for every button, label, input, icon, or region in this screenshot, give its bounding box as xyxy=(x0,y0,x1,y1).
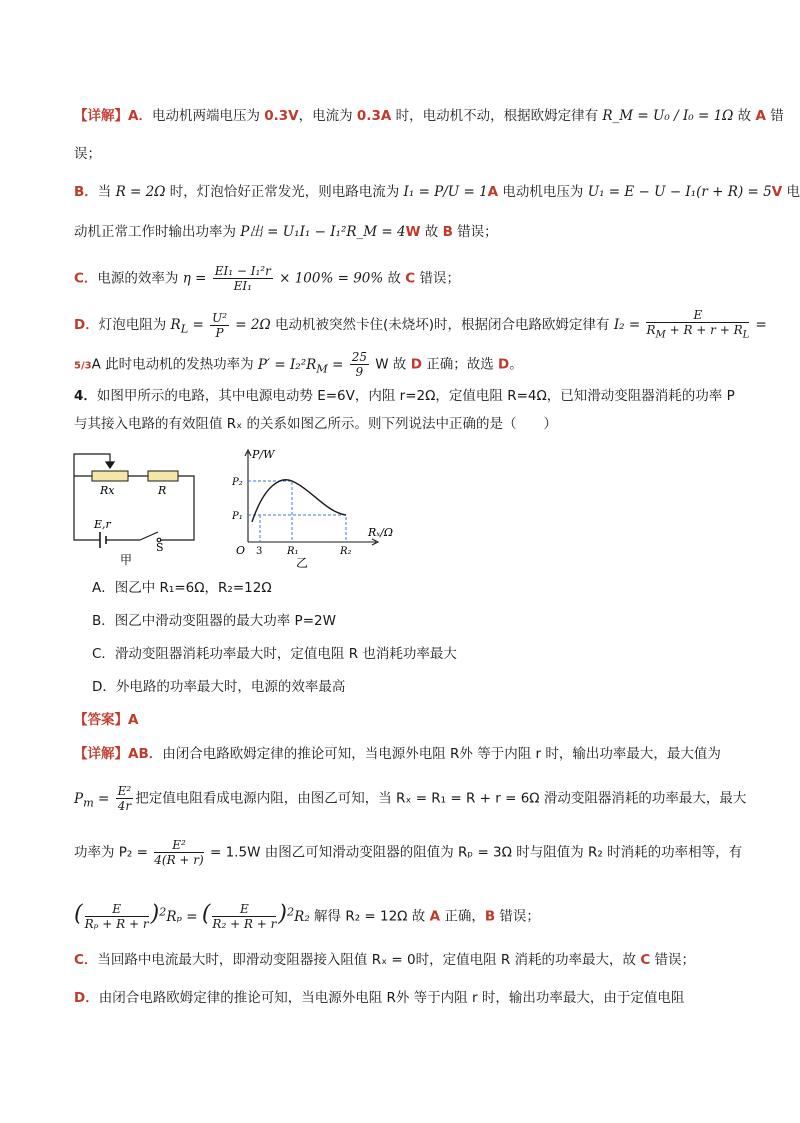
label-r: R xyxy=(158,484,167,497)
rheostat-rx xyxy=(92,471,128,481)
formula-rm: R_M = U₀ / I₀ = 1Ω xyxy=(602,108,734,124)
tick-p1: P₁ xyxy=(232,511,243,522)
label-rx: Rx xyxy=(100,484,115,497)
explain-line-d2: 5/3A 此时电动机的发热功率为 $P' = I_2^2R_M$ = $\frac{25}{9}$ W 故 D 正确；故选 D。 xyxy=(74,350,523,379)
axis-y-label: P/W xyxy=(252,448,275,461)
explain2-line-d: D．由闭合电路欧姆定律的推论可知，当电源外电阻 R外 等于内阻 r 时，输出功率最大，由于定值电阻 xyxy=(74,990,685,1006)
explain2-line2: $P_m$ = $\frac{\text{E²}}{4r}$ 把定值电阻看成电源内阻，由图乙可知，当 Rₓ = R₁ = R + r = 6Ω 滑动变阻器消耗的功率最大，最大 xyxy=(74,784,747,813)
label-er: E,r xyxy=(94,518,111,531)
formula-i2: $\frac{E}{R_M + R + r + R_L}$ xyxy=(646,308,750,341)
explain-line-a: 【详解】A．电动机两端电压为 0.3V，电流为 0.3A 时，电动机不动，根据欧姆定律有 R_M = U₀ / I₀ = 1Ω 故 A 错 xyxy=(74,108,784,124)
resistor-r xyxy=(148,471,178,481)
explain2-line-c: C．当回路中电流最大时，即滑动变阻器接入阻值 Rₓ = 0时，定值电阻 R 消耗的功率最大，故 C 错误； xyxy=(74,952,696,968)
circuit-diagram xyxy=(70,448,200,568)
formula-u1: U₁ = E − U − I₁(r + R) = 5 xyxy=(587,184,772,200)
formula-p2: $\frac{\text{E²}}{4(R + r)}$ xyxy=(154,838,204,867)
explain2-line1: 【详解】AB．由闭合电路欧姆定律的推论可知，当电源外电阻 R外 等于内阻 r 时，输出功率最大，最大值为 xyxy=(74,746,721,762)
fig-yi-label: 乙 xyxy=(296,556,309,570)
power-curve xyxy=(252,480,346,522)
explain-line-d: D．灯泡电阻为 $R_L$ = $\frac{\text{U²}}{P}$ = 2Ω 电动机被突然卡住(未烧坏)时，根据闭合电路欧姆定律有 I₂ = $\frac{E}{R_M + R + r + R_L}$ = xyxy=(74,308,767,341)
tick-p2: P₂ xyxy=(232,477,243,488)
option-c: C．滑动变阻器消耗功率最大时，定值电阻 R 也消耗功率最大 xyxy=(92,646,457,662)
formula-left: $\frac{E}{\text{Rₚ + R + r}}$ xyxy=(84,902,149,931)
option-b: B．图乙中滑动变阻器的最大功率 P=2W xyxy=(92,613,336,629)
answer-value: A xyxy=(128,712,139,728)
power-graph xyxy=(228,446,408,570)
explain2-line3: 功率为 P₂ = $\frac{\text{E²}}{4(R + r)}$ = 1.5W 由图乙可知滑动变阻器的阻值为 Rₚ = 3Ω 时与阻值为 R₂ 时消耗的功率相等，有 xyxy=(74,838,743,867)
fig-jia-label: 甲 xyxy=(120,553,133,567)
explain-line-c: C．电源的效率为 η = $\frac{\text{EI₁ − I₁²r}}{\text{EI₁}}$ × 100% = 90% 故 C 错误； xyxy=(74,264,461,293)
formula-pheat: $\frac{25}{9}$ xyxy=(351,350,367,379)
answer-tag: 【答案】 xyxy=(74,712,128,728)
explain-line-b2: 动机正常工作时输出功率为 P出 = U₁I₁ − I₁²R_M = 4W 故 B 错误； xyxy=(74,224,498,240)
formula-rl: $\frac{\text{U²}}{P}$ xyxy=(212,310,228,340)
explain-tag: 【详解】 xyxy=(74,108,128,124)
formula-pm: $\frac{\text{E²}}{4r}$ xyxy=(117,784,132,813)
q4-number: 4． xyxy=(74,388,97,404)
tick-r1: R₁ xyxy=(287,546,299,557)
formula-efficiency: $\frac{\text{EI₁ − I₁²r}}{\text{EI₁}}$ xyxy=(214,264,271,293)
formula-i1: I₁ = P/U = 1 xyxy=(403,184,488,200)
answer-line xyxy=(74,710,138,730)
tick-origin: O xyxy=(236,544,246,557)
formula-pout: P出 = U₁I₁ − I₁²R_M = 4 xyxy=(240,224,406,240)
q4-stem-line2: 与其接入电路的有效阻值 Rₓ 的关系如图乙所示。则下列说法中正确的是（ ） xyxy=(74,416,557,432)
axis-x-label: Rₓ/Ω xyxy=(368,526,394,539)
explain-line-b: B．当 R = 2Ω 时，灯泡恰好正常发光，则电路电流为 I₁ = P/U = 1A 电动机电压为 U₁ = E − U − I₁(r + R) = 5V 电 xyxy=(74,184,800,200)
formula-right: $\frac{E}{\text{R₂ + R + r}}$ xyxy=(212,902,277,931)
tick-3: 3 xyxy=(256,546,263,557)
explain2-line4: ( $\frac{E}{\text{Rₚ + R + r}}$ )$^2$Rₚ = ( $\frac{E}{\text{R₂ + R + r}}$ )$^2$R₂ 解得 R₂ = 12Ω 故 A 正确，B 错误； xyxy=(74,901,540,931)
q4-stem-line1: 4．如图甲所示的电路，其中电源电动势 E=6V，内阻 r=2Ω，定值电阻 R=4Ω，已知滑动变阻器消耗的功率 P xyxy=(74,388,735,404)
label-s: S xyxy=(156,541,164,554)
tick-r2: R₂ xyxy=(340,546,352,557)
option-d: D．外电路的功率最大时，电源的效率最高 xyxy=(92,679,346,695)
fraction-5-3: 5/3 xyxy=(74,360,92,372)
explain-line-a2: 误； xyxy=(74,146,101,162)
option-a: A．图乙中 R₁=6Ω，R₂=12Ω xyxy=(92,580,272,596)
